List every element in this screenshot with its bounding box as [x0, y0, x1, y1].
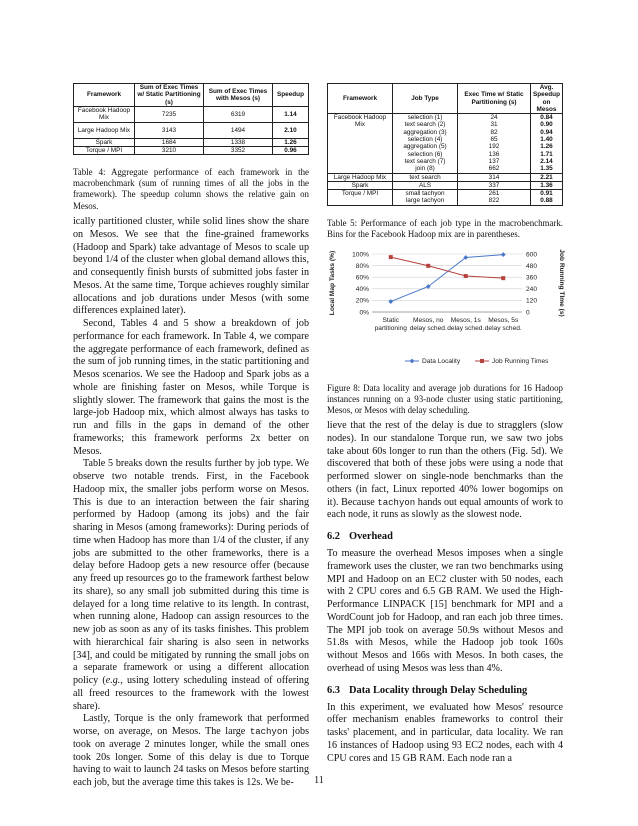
- right-paragraph-1-start: lieve that the rest of the delay is due to stragglers (slow nodes). In our standalone Torque run, we saw two jobs take about 60s longer to run than the others (Fig. 5d). We discovered that both of these jobs were using a node that performed slower on single-node benchmarks than the others (in fact, Linux reported 40% lower bogomips on it). Because: [327, 420, 563, 508]
- t5-cell: selection (1): [393, 114, 458, 122]
- y-left-tick-label: 0%: [359, 309, 369, 317]
- section-6-3-heading: [327, 684, 563, 697]
- t5-cell: text search (2): [393, 121, 458, 128]
- t5-cell: 192: [458, 143, 531, 150]
- y-left-tick-label: 40%: [355, 286, 369, 294]
- t5-cell: 0.84: [531, 114, 563, 122]
- t5-cell: 822: [458, 197, 531, 205]
- data-locality-point: [388, 299, 393, 304]
- t5-cell: [328, 143, 393, 150]
- x-tick-label: delay sched.: [409, 325, 447, 332]
- t5-header-time: Exec Time w/ Static Partitioning (s): [458, 84, 531, 114]
- t5-row: [328, 190, 563, 198]
- t5-row: [328, 151, 563, 158]
- tachyon-code: tachyon: [377, 497, 416, 508]
- y-right-tick-label: 480: [526, 262, 538, 270]
- t4-cell: 1494: [204, 122, 273, 138]
- left-paragraph-3-eg: e.g.: [105, 675, 121, 686]
- y-left-tick-label: 20%: [355, 297, 369, 305]
- y-left-tick-label: 100%: [352, 251, 369, 259]
- y-right-tick-label: 240: [526, 286, 538, 294]
- t5-cell: join (8): [393, 165, 458, 173]
- t5-cell: 0.88: [531, 197, 563, 205]
- t4-cell: 3143: [135, 122, 204, 138]
- section-6-2-heading: [327, 530, 563, 543]
- t5-cell: [328, 136, 393, 143]
- t4-cell: Spark: [74, 138, 135, 146]
- t5-header-framework: Framework: [328, 84, 393, 114]
- left-paragraph-3-text: Table 5 breaks down the results further by job type. We observe two notable trends. First, in the Facebook Hadoop mix, the smaller jobs perform worse on Mesos. This is due to an interaction between the fair sharing performed by Hadoop (among its jobs) and the fair sharing in Mesos (among frameworks): During periods of time when Hadoop has more than 1/4 of the cluster, if any jobs are submitted to the other frameworks, there is a delay before Hadoop gets a new resource offer (because any freed up resources go to the framework farthest below its share), so any small job submitted during this time is delayed for a long time relative to its length. In contrast, when running alone, Hadoop can assign resources to the new job as soon as any of its tasks finishes. This problem with hierarchical fair sharing is also seen in networks [34], and could be mitigated by running the small jobs on a separate framework or using a different allocation policy (: [73, 458, 309, 686]
- t5-cell: 1.40: [531, 136, 563, 143]
- y-left-tick-label: 80%: [355, 262, 369, 270]
- t5-cell: 2.14: [531, 158, 563, 165]
- legend-label: Data Locality: [422, 358, 461, 365]
- t5-cell: ALS: [393, 181, 458, 189]
- t4-cell: 1684: [135, 138, 204, 146]
- section-6-2-title: Overhead: [349, 531, 393, 542]
- figure-8-caption: Figure 8: Data locality and average job durations for 16 Hadoop instances running on a 93-node cluster using static partitioning, Mesos, or Mesos with delay scheduling.: [327, 383, 563, 416]
- t4-cell: 3352: [204, 147, 273, 155]
- t4-cell: 1338: [204, 138, 273, 146]
- t4-cell: 6319: [204, 106, 273, 122]
- t5-cell: selection (6): [393, 151, 458, 158]
- t5-cell: aggregation (5): [393, 143, 458, 150]
- series-line-data-locality: [391, 255, 504, 302]
- t5-cell: Torque / MPI: [328, 190, 393, 198]
- right-paragraph-3: In this experiment, we evaluated how Mesos' resource offer mechanism enables frameworks to control their tasks' placement, and in particular, data locality. We ran 16 instances of Hadoop using 93 EC2 nodes, each with 4 CPU cores and 15 GB RAM. Each node ran a: [327, 701, 563, 764]
- t5-cell: 65: [458, 136, 531, 143]
- t4-cell: 0.96: [273, 147, 309, 155]
- t5-row: [328, 181, 563, 189]
- t5-cell: [328, 197, 393, 205]
- table-5: [327, 83, 563, 206]
- t4-cell: 2.10: [273, 122, 309, 138]
- t5-cell: small tachyon: [393, 190, 458, 198]
- y-right-axis-title: Job Running TIme (s): [558, 249, 565, 317]
- t5-header-job: Job Type: [393, 84, 458, 114]
- table-5-caption: Table 5: Performance of each job type in the macrobenchmark. Bins for the Facebook Hadoop mix are in parentheses.: [327, 218, 563, 240]
- t5-cell: text search (7): [393, 158, 458, 165]
- t5-cell: 136: [458, 151, 531, 158]
- y-left-axis-title: Local Map Tasks (%): [329, 250, 336, 316]
- x-tick-label: Mesos, 1s: [450, 317, 481, 324]
- t5-row: [328, 158, 563, 165]
- x-tick-label: delay sched.: [484, 325, 522, 332]
- x-tick-label: partitioning: [374, 325, 407, 332]
- t5-cell: [328, 151, 393, 158]
- job-running-times-point: [389, 255, 393, 259]
- t5-cell: 2.21: [531, 173, 563, 181]
- t5-cell: 31: [458, 121, 531, 128]
- t4-cell: Torque / MPI: [74, 147, 135, 155]
- legend-marker: [410, 359, 415, 364]
- t4-header-framework: Framework: [74, 84, 135, 107]
- t5-row: [328, 197, 563, 205]
- y-right-tick-label: 120: [526, 297, 538, 305]
- left-column: [73, 216, 309, 790]
- t5-cell: [328, 158, 393, 165]
- t4-cell: 1.14: [273, 106, 309, 122]
- t5-cell: 261: [458, 190, 531, 198]
- left-paragraph-2: Second, Tables 4 and 5 show a breakdown of job performance for each framework. In Table 4, we compare the aggregate performance of each framework, defined as the sum of job running times, in the static partitioning and Mesos scenarios. We see the Hadoop and Spark jobs as a whole are finishing faster on Mesos, while Torque is slightly slower. The framework that gains the most is the large-job Hadoop mix, which almost always has tasks to run and fills in the gaps in demand of the other frameworks; this framework performs 2x better on Mesos.: [73, 318, 309, 457]
- t5-cell: selection (4): [393, 136, 458, 143]
- t5-cell: large tachyon: [393, 197, 458, 205]
- t5-row: [328, 165, 563, 173]
- page-number: 11: [314, 775, 324, 786]
- left-paragraph-4: [73, 713, 309, 790]
- t5-cell: 1.71: [531, 151, 563, 158]
- t5-cell: Mix: [328, 121, 393, 128]
- series-line-job-running-times: [391, 257, 504, 278]
- t5-cell: 0.90: [531, 121, 563, 128]
- left-paragraph-1: ically partitioned cluster, while solid lines show the share on Mesos. We see that the fine-grained frameworks (Hadoop and Spark) take advantage of Mesos to scale up beyond 1/4 of the cluster when global demand allows this, and consequently finish bursts of submitted jobs faster in Mesos. At the same time, Torque achieves roughly similar allocations and job durations under Mesos (with some differences explained later).: [73, 216, 309, 317]
- t5-cell: 82: [458, 129, 531, 136]
- legend-label: Job Running Times: [492, 358, 549, 365]
- t5-row: [328, 129, 563, 136]
- x-tick-label: Mesos, 5s: [488, 317, 519, 324]
- t4-header-static: Sum of Exec Times w/ Static Partitioning (s): [135, 84, 204, 107]
- left-paragraph-4-end: jobs took on average 2 minutes longer, while the small ones took 20s longer. Some of this delay is due to Torque having to wait to launch 24 tasks on Mesos before starting each job, but the average time this takes is 12s. We be-: [73, 726, 309, 788]
- t5-row: [328, 143, 563, 150]
- job-running-times-point: [501, 276, 505, 280]
- left-paragraph-3-end: , using lottery scheduling instead of offering all freed resources to the framework with the lowest share).: [73, 675, 309, 712]
- left-paragraph-3: [73, 458, 309, 713]
- t5-body: [328, 114, 563, 206]
- y-right-tick-label: 600: [526, 251, 538, 259]
- left-paragraph-4-start: Lastly, Torque is the only framework that performed worse, on average, on Mesos. The large: [73, 713, 309, 737]
- t5-cell: Large Hadoop Mix: [328, 173, 393, 181]
- t5-row: [328, 173, 563, 181]
- t5-cell: 0.94: [531, 129, 563, 136]
- t5-cell: 0.91: [531, 190, 563, 198]
- t4-header-speedup: Speedup: [273, 84, 309, 107]
- t4-header-mesos: Sum of Exec Times with Mesos (s): [204, 84, 273, 107]
- table-4: [73, 83, 309, 155]
- t5-cell: 337: [458, 181, 531, 189]
- t5-cell: 1.35: [531, 165, 563, 173]
- table-4-caption: Table 4: Aggregate performance of each framework in the macrobenchmark (sum of running times of all the jobs in the framework). The speedup column shows the relative gain on Mesos.: [73, 167, 309, 211]
- t4-cell: Large Hadoop Mix: [74, 122, 135, 138]
- tachyon-code: tachyon: [249, 727, 288, 737]
- section-6-3-title: Data Locality through Delay Scheduling: [349, 684, 528, 696]
- t5-cell: 1.36: [531, 181, 563, 189]
- x-tick-label: Static: [382, 317, 399, 324]
- t4-cell: 3210: [135, 147, 204, 155]
- t5-cell: 1.26: [531, 143, 563, 150]
- job-running-times-point: [464, 274, 468, 278]
- y-right-tick-label: 0: [526, 309, 530, 317]
- t5-cell: [328, 165, 393, 173]
- t5-row: [328, 136, 563, 143]
- figure-8-chart: [327, 246, 567, 372]
- data-locality-point: [501, 252, 506, 257]
- t5-row: [328, 121, 563, 128]
- t5-header-speedup: Avg. Speedup on Mesos: [531, 84, 563, 114]
- t5-cell: 137: [458, 158, 531, 165]
- right-column: [327, 420, 563, 765]
- legend-marker: [480, 359, 484, 363]
- t5-cell: 662: [458, 165, 531, 173]
- t5-row: [328, 114, 563, 122]
- y-right-tick-label: 360: [526, 274, 538, 282]
- section-6-2-number: 6.2: [327, 531, 340, 542]
- y-left-tick-label: 60%: [355, 274, 369, 282]
- x-tick-label: delay sched.: [447, 325, 485, 332]
- job-running-times-point: [426, 264, 430, 268]
- t5-cell: Spark: [328, 181, 393, 189]
- right-paragraph-1: [327, 420, 563, 522]
- t5-cell: 314: [458, 173, 531, 181]
- right-paragraph-1-end: hands out equal amounts of work to each node, it runs as slowly as the slowest node.: [327, 496, 563, 521]
- t5-cell: aggregation (3): [393, 129, 458, 136]
- t5-cell: 24: [458, 114, 531, 122]
- t5-cell: text search: [393, 173, 458, 181]
- t4-cell: 1.26: [273, 138, 309, 146]
- right-paragraph-2: To measure the overhead Mesos imposes when a single framework uses the cluster, we ran two benchmarks using MPI and Hadoop on an EC2 cluster with 50 nodes, each with 2 CPU cores and 6.5 GB RAM. We used the High-Performance LINPACK [15] benchmark for MPI and a WordCount job for Hadoop, and ran each job three times. The MPI job took on average 50.9s without Mesos and 51.8s with Mesos, while the Hadoop job took 160s without Mesos and 166s with Mesos. In both cases, the overhead of using Mesos was less than 4%.: [327, 548, 563, 674]
- t4-cell: Facebook Hadoop Mix: [74, 106, 135, 122]
- x-tick-label: Mesos, no: [413, 317, 444, 324]
- t4-cell: 7235: [135, 106, 204, 122]
- t5-cell: [328, 129, 393, 136]
- section-6-3-number: 6.3: [327, 684, 340, 696]
- t5-cell: Facebook Hadoop: [328, 114, 393, 122]
